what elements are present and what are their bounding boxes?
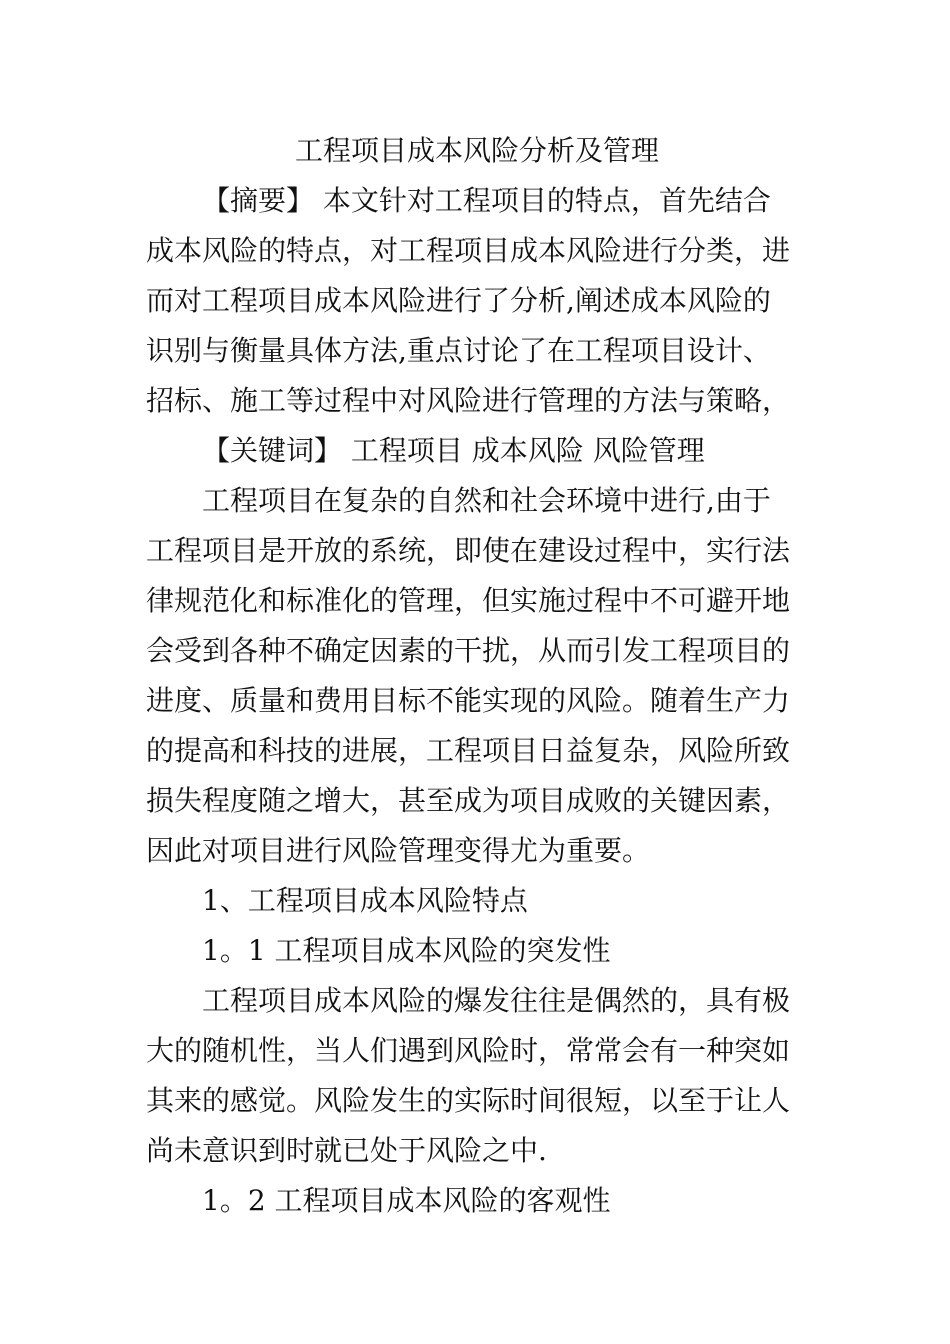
text-line: 识别与衡量具体方法,重点讨论了在工程项目设计、 [146, 334, 771, 367]
text-line: 的提高和科技的进展，工程项目日益复杂，风险所致 [146, 734, 791, 767]
text-line: 而对工程项目成本风险进行了分析,阐述成本风险的 [146, 284, 771, 317]
text-line: 【摘要】 本文针对工程项目的特点，首先结合 [202, 184, 771, 217]
document-body [146, 126, 808, 1226]
text-line: 成本风险的特点，对工程项目成本风险进行分类，进 [146, 234, 791, 267]
text-line: 大的随机性，当人们遇到风险时，常常会有一种突如 [146, 1034, 791, 1067]
text-line: 损失程度随之增大，甚至成为项目成败的关键因素， [146, 784, 791, 817]
text-line: 因此对项目进行风险管理变得尤为重要。 [146, 834, 651, 867]
text-line: 工程项目在复杂的自然和社会环境中进行,由于 [202, 484, 771, 517]
text-line: 工程项目成本风险的爆发往往是偶然的，具有极 [202, 984, 791, 1017]
text-line: 1。1 工程项目成本风险的突发性 [202, 934, 611, 967]
text-line: 1。2 工程项目成本风险的客观性 [202, 1184, 611, 1217]
text-line: 尚未意识到时就已处于风险之中. [146, 1134, 547, 1167]
text-line: 【关键词】 工程项目 成本风险 风险管理 [202, 434, 705, 467]
text-line: 工程项目是开放的系统，即使在建设过程中，实行法 [146, 534, 791, 567]
text-line: 进度、质量和费用目标不能实现的风险。随着生产力 [146, 684, 791, 717]
text-line: 会受到各种不确定因素的干扰，从而引发工程项目的 [146, 634, 791, 667]
document-title: 工程项目成本风险分析及管理 [294, 134, 659, 167]
text-line: 1、工程项目成本风险特点 [202, 884, 528, 917]
document-lines [146, 176, 808, 1226]
text-line: 律规范化和标准化的管理，但实施过程中不可避开地 [146, 584, 791, 617]
text-line: 招标、施工等过程中对风险进行管理的方法与策略， [146, 384, 791, 417]
text-line: 其来的感觉。风险发生的实际时间很短，以至于让人 [146, 1084, 791, 1117]
